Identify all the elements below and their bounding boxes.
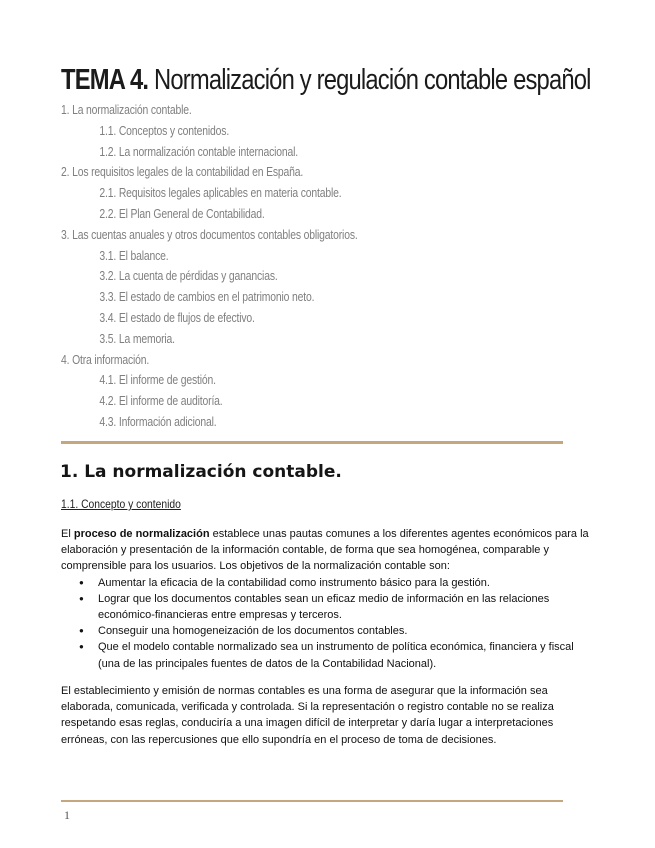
intro-bold: proceso de normalización <box>73 528 210 540</box>
title-rest: Normalización y regulación contable español <box>148 64 591 96</box>
toc-item[interactable]: 3.4. El estado de flujos de efectivo. <box>99 309 255 325</box>
list-item: ● Conseguir una homogeneización de los documentos contables. <box>98 623 591 639</box>
table-of-contents <box>61 100 581 433</box>
subsection-heading: 1.1. Concepto y contenido <box>61 497 181 511</box>
objectives-list <box>61 575 591 672</box>
toc-item[interactable]: 4. Otra información. <box>61 351 150 367</box>
toc-item[interactable]: 3.3. El estado de cambios en el patrimonio neto. <box>99 289 315 305</box>
paragraph-intro <box>61 526 591 672</box>
list-item: ● Aumentar la eficacia de la contabilidad como instrumento básico para la gestión. <box>98 575 591 591</box>
toc-item[interactable]: 2. Los requisitos legales de la contabilidad en España. <box>61 164 304 180</box>
title-strong: TEMA 4. <box>61 64 149 96</box>
toc-item[interactable]: 4.3. Información adicional. <box>99 413 217 429</box>
paragraph-standards: El establecimiento y emisión de normas contables es una forma de asegurar que la información sea elaborada, comunicada, verificada y controlada. Si la representación o registro contable no se realiza respetando esas reglas, conduciría a una imagen difícil de interpretar y daría lugar a interpretaciones erróneas, con las repercusiones que ello supondría en el proceso de toma de decisiones. <box>61 685 554 746</box>
intro-rest: establece unas pautas comunes a los diferentes agentes económicos para la elaboración y presentación de la información contable, de forma que sea homogénea, comparable y comprensible para los usuarios. Los objetivos de la normalización contable son: <box>61 528 589 573</box>
page-number: 1 <box>64 808 70 822</box>
toc-item[interactable]: 3.2. La cuenta de pérdidas y ganancias. <box>99 268 278 284</box>
divider-bottom <box>61 800 563 802</box>
list-item: ● Que el modelo contable normalizado sea un instrumento de política económica, financiera y fiscal (una de las principales fuentes de datos de la Contabilidad Nacional). <box>98 639 591 671</box>
toc-item[interactable]: 3.1. El balance. <box>99 247 169 263</box>
toc-item[interactable]: 3.5. La memoria. <box>99 330 175 346</box>
toc-item[interactable]: 3. Las cuentas anuales y otros documentos contables obligatorios. <box>61 226 358 242</box>
toc-item[interactable]: 1.2. La normalización contable internacional. <box>99 143 299 159</box>
intro-prefix: El <box>61 528 74 540</box>
divider-top <box>61 441 563 444</box>
toc-item[interactable]: 2.1. Requisitos legales aplicables en materia contable. <box>99 185 342 201</box>
section-heading: 1. La normalización contable. <box>60 462 342 482</box>
toc-item[interactable]: 1.1. Conceptos y contenidos. <box>99 122 230 138</box>
toc-item[interactable]: 4.1. El informe de gestión. <box>99 372 216 388</box>
toc-item[interactable]: 4.2. El informe de auditoría. <box>99 393 223 409</box>
toc-item[interactable]: 2.2. El Plan General de Contabilidad. <box>99 205 265 221</box>
list-item: ● Lograr que los documentos contables sean un eficaz medio de información en las relaciones económico-financieras entre empresas y terceros. <box>98 591 591 623</box>
toc-item[interactable]: 1. La normalización contable. <box>61 102 192 117</box>
page-title <box>61 63 591 97</box>
